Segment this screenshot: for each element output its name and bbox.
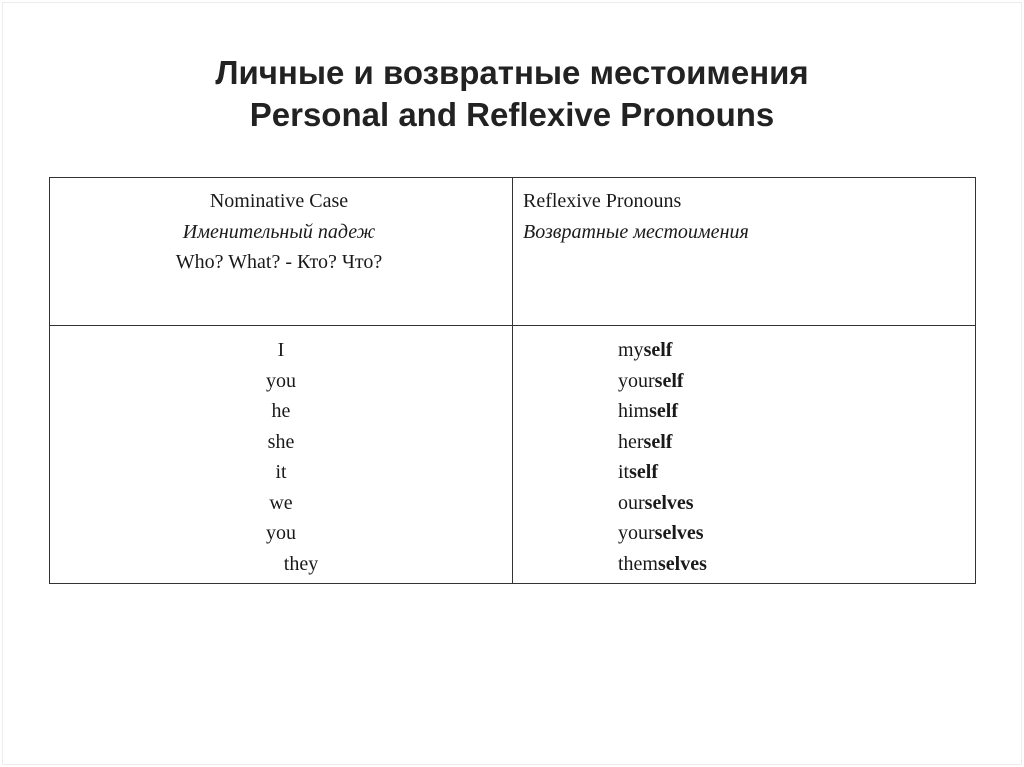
slide-title [0,52,1024,136]
reflexive-pronoun: myself [618,339,673,361]
title-english: Personal and Reflexive Pronouns [249,96,775,133]
title-russian: Личные и возвратные местоимения [215,54,809,91]
header-reflexive-ru: Возвратные местоимения [523,220,749,243]
header-reflexive-en: Reflexive Pronouns [523,190,682,212]
header-reflexive-cell [513,178,976,326]
reflexive-pronoun: itself [618,461,659,483]
reflexive-pronoun: ourselves [618,491,694,514]
personal-pronoun: you [266,522,296,544]
header-nominative-question: Who? What? - Кто? Что? [175,251,383,273]
reflexive-pronoun: yourself [618,369,684,392]
personal-pronoun: we [269,491,293,514]
reflexive-pronouns-cell [513,326,976,584]
reflexive-pronoun: himself [618,400,679,422]
reflexive-pronoun: themselves [618,552,707,575]
personal-pronoun: he [271,400,291,422]
personal-pronoun: they [283,552,319,575]
personal-pronouns-cell [50,326,513,584]
header-nominative-cell [50,178,513,326]
personal-pronoun: you [266,369,296,392]
personal-pronoun: she [267,430,295,453]
header-nominative-ru: Именительный падеж [182,220,376,243]
table-header-row [50,178,976,326]
table-body-row [50,326,976,584]
pronouns-table [49,177,976,584]
reflexive-pronoun: herself [618,430,673,453]
reflexive-pronoun: yourselves [618,522,704,544]
personal-pronoun: it [275,461,287,483]
header-nominative-en: Nominative Case [209,190,349,212]
personal-pronoun: I [277,339,285,361]
